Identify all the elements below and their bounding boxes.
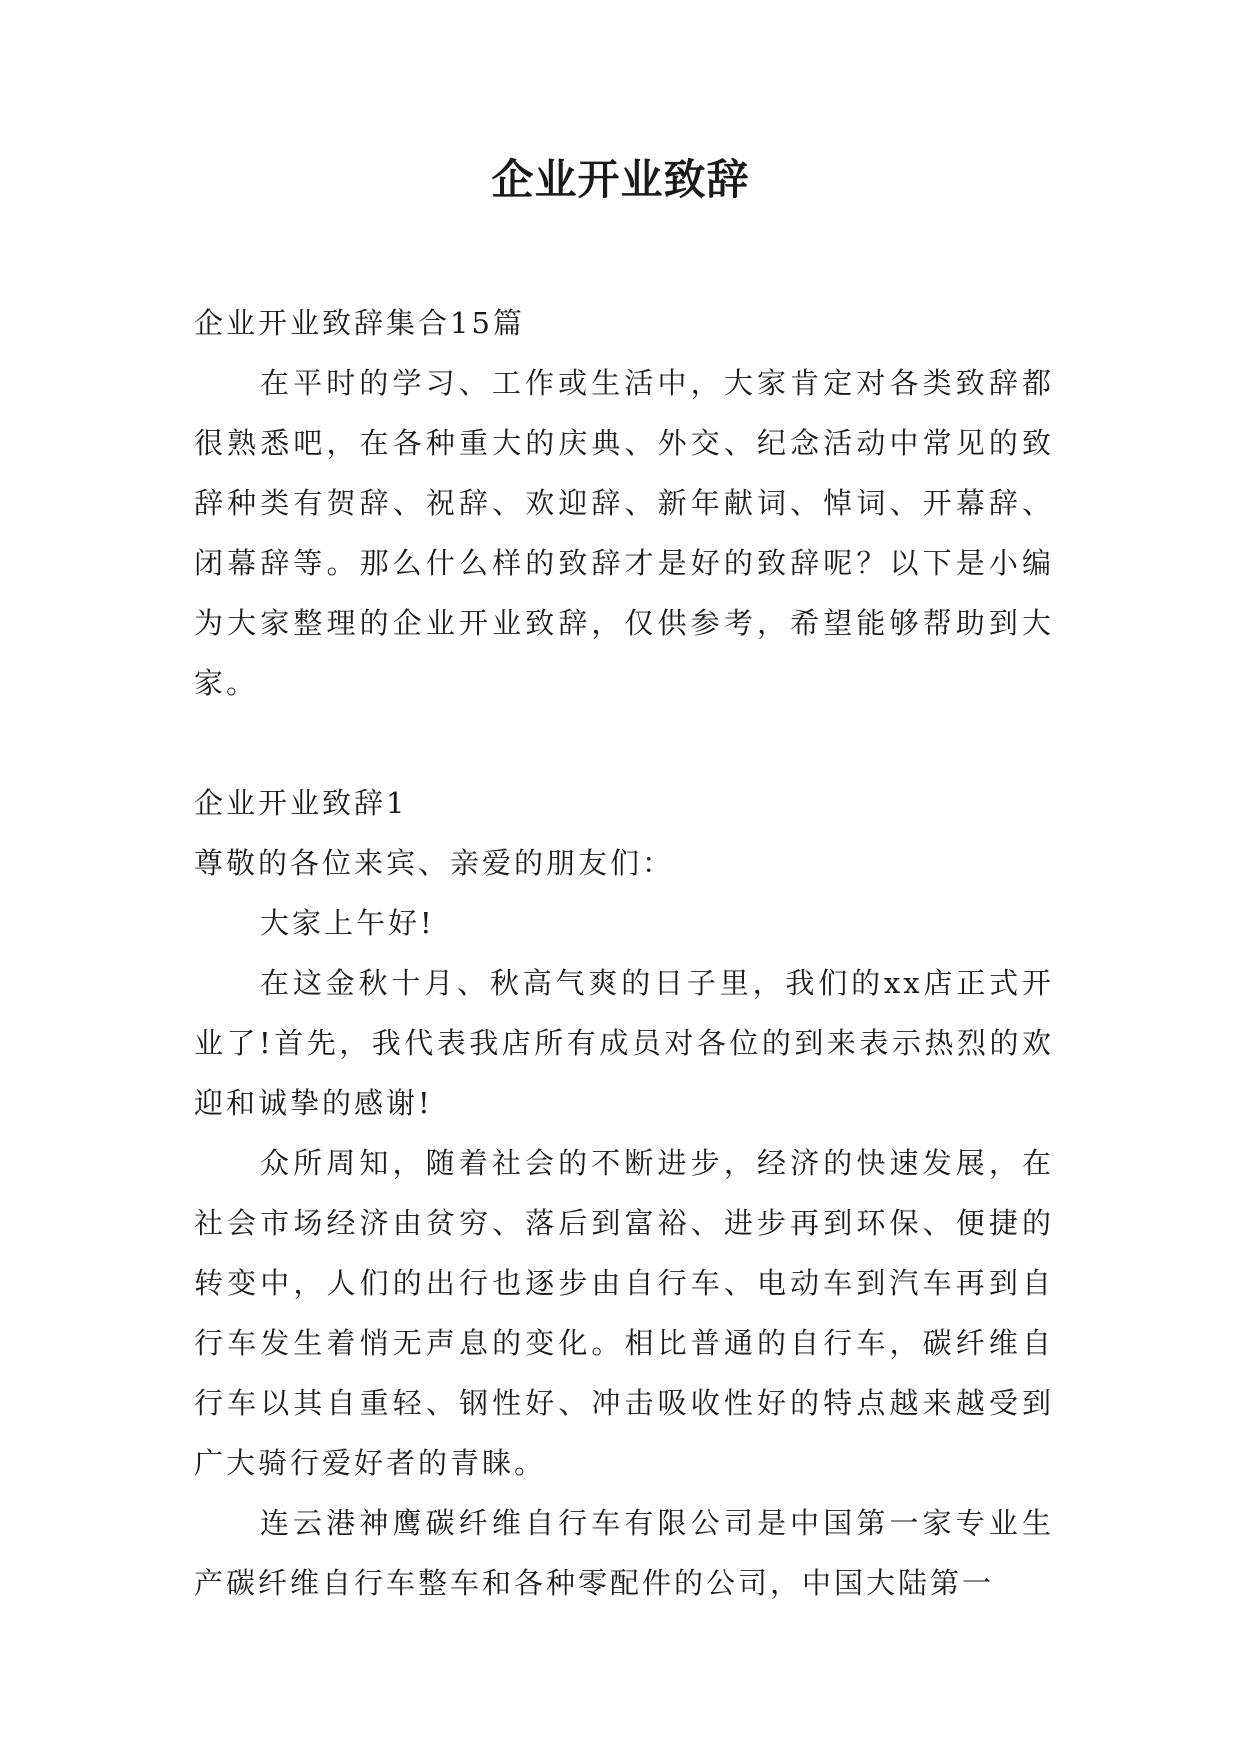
- paragraph-spacer: [194, 713, 1054, 773]
- collection-heading: 企业开业致辞集合15篇: [194, 306, 525, 340]
- document-body: [194, 293, 1054, 1613]
- salutation: 尊敬的各位来宾、亲爱的朋友们：: [194, 846, 675, 880]
- body-paragraph: 众所周知，随着社会的不断进步，经济的快速发展，在社会市场经济由贫穷、落后到富裕、进步再到环保、便捷的转变中，人们的出行也逐步由自行车、电动车到汽车再到自行车发生着悄无声息的变化。相比普通的自行车，碳纤维自行车以其自重轻、钢性好、冲击吸收性好的特点越来越受到广大骑行爱好者的青睐。: [194, 1146, 1054, 1480]
- page-title: 企业开业致辞: [491, 155, 750, 204]
- body-paragraph: 连云港神鹰碳纤维自行车有限公司是中国第一家专业生产碳纤维自行车整车和各种零配件的公司，中国大陆第一: [194, 1506, 1054, 1600]
- section-heading: 企业开业致辞1: [194, 786, 408, 820]
- body-paragraph: 在这金秋十月、秋高气爽的日子里，我们的xx店正式开业了!首先，我代表我店所有成员对各位的到来表示热烈的欢迎和诚挚的感谢!: [194, 966, 1054, 1120]
- greeting: 大家上午好!: [260, 906, 435, 940]
- intro-paragraph: 在平时的学习、工作或生活中，大家肯定对各类致辞都很熟悉吧，在各种重大的庆典、外交、纪念活动中常见的致辞种类有贺辞、祝辞、欢迎辞、新年献词、悼词、开幕辞、闭幕辞等。那么什么样的致辞才是好的致辞呢？以下是小编为大家整理的企业开业致辞，仅供参考，希望能够帮助到大家。: [194, 366, 1054, 700]
